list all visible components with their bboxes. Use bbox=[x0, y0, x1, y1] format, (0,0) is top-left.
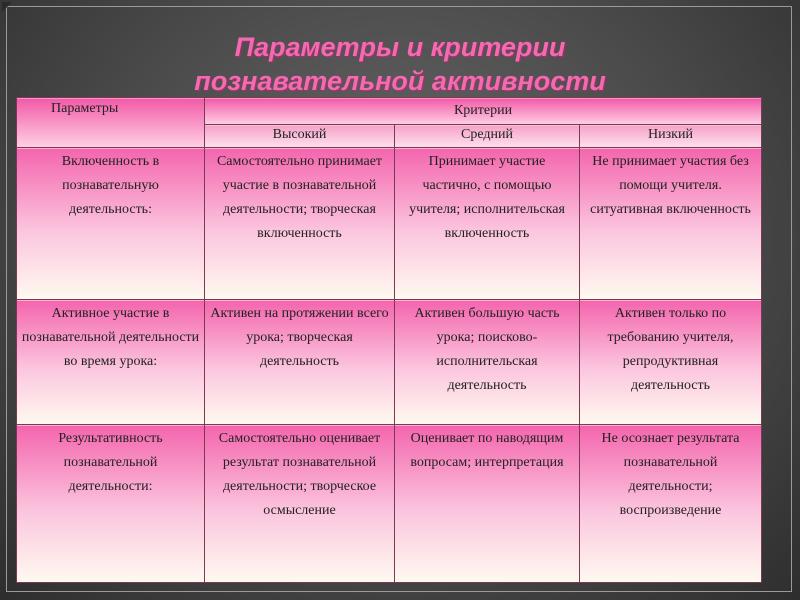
row-low: Не принимает участия без помощи учителя. ситуативная включенность bbox=[580, 148, 762, 300]
criteria-table bbox=[16, 97, 762, 583]
table-row bbox=[17, 148, 762, 300]
row-param: Активное участие в познавательной деятельности во время урока: bbox=[17, 300, 205, 425]
row-param: Результативность познавательной деятельности: bbox=[17, 425, 205, 583]
header-criteria: Критерии bbox=[205, 98, 762, 125]
header-level-high: Высокий bbox=[205, 125, 395, 148]
slide-title bbox=[100, 30, 700, 98]
row-high: Самостоятельно принимает участие в познавательной деятельности; творческая включенность bbox=[205, 148, 395, 300]
row-medium: Оценивает по наводящим вопросам; интерпретация bbox=[395, 425, 580, 583]
row-low: Не осознает результата познавательной деятельности; воспроизведение bbox=[580, 425, 762, 583]
header-level-medium: Средний bbox=[395, 125, 580, 148]
header-level-low: Низкий bbox=[580, 125, 762, 148]
title-line-2: познавательной активности bbox=[194, 66, 606, 96]
corner-arrow-icon bbox=[2, 2, 12, 12]
row-low: Активен только по требованию учителя, репродуктивная деятельность bbox=[580, 300, 762, 425]
row-high: Активен на протяжении всего урока; творческая деятельность bbox=[205, 300, 395, 425]
header-params: Параметры bbox=[17, 98, 205, 148]
title-line-1: Параметры и критерии bbox=[234, 32, 566, 62]
row-param: Включенность в познавательную деятельность: bbox=[17, 148, 205, 300]
table-row bbox=[17, 300, 762, 425]
table-row bbox=[17, 425, 762, 583]
row-high: Самостоятельно оценивает результат познавательной деятельности; творческое осмысление bbox=[205, 425, 395, 583]
row-medium: Принимает участие частично, с помощью учителя; исполнительская включенность bbox=[395, 148, 580, 300]
row-medium: Активен большую часть урока; поисково-исполнительская деятельность bbox=[395, 300, 580, 425]
